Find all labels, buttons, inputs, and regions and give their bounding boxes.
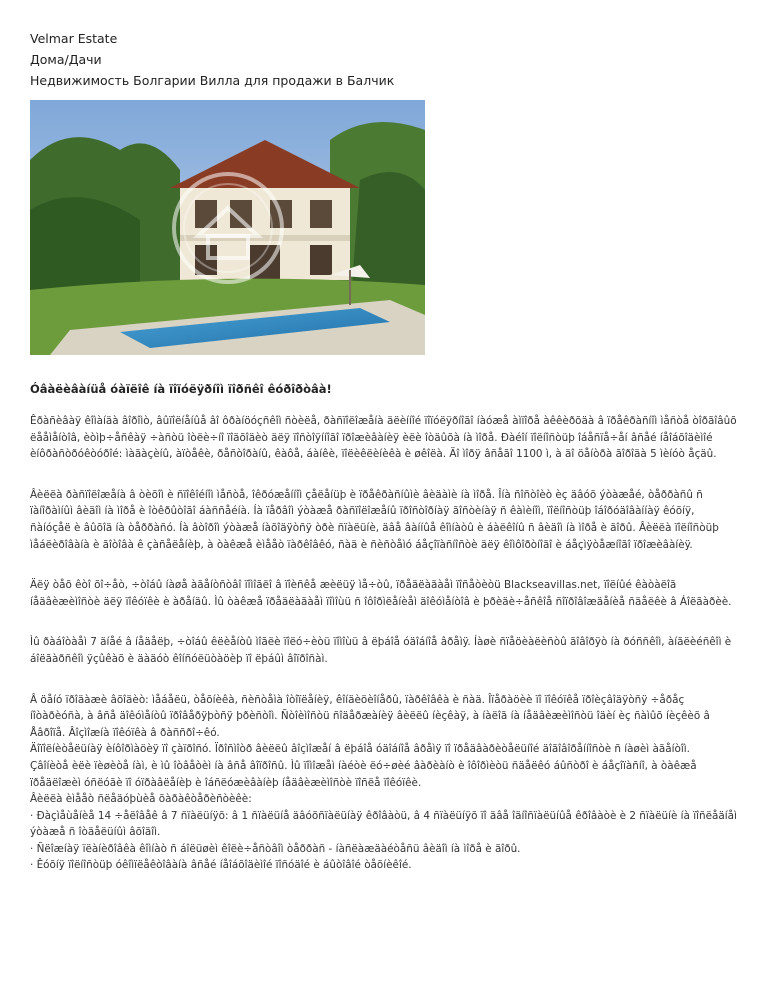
description-paragraph-2: Âèëëà ðàñïîëîæåíà â òèõîì è ñïîêîéíîì ìåñòå, îêðóæåííîì çåëåíüþ è ïðåêðàñíûìè âèäàìè íà ìîðå. Îíà ñîñòîèò èç äâóõ ýòàæåé, òåððàñû ñ ïàíîðàìíûì âèäîì íà ìîðå è îòêðûòîãî áàññåéíà. Íà ïåðâîì ýòàæå ðàñïîëîæåíû ïðîñòîðíàÿ ãîñòèíàÿ ñ êàìèíîì, ïîëíîñòüþ îáîðóäîâàííàÿ êóõíÿ, ñàíóçåë è âûõîä íà òåððàñó. Íà âòîðîì ýòàæå íàõîäÿòñÿ òðè ñïàëüíè, äâå âàííûå êîìíàòû è áàëêîíû ñ âèäîì íà ìîðå è ãîðû. Âèëëà ïîëíîñòüþ ìåáëèðîâàíà è ãîòîâà ê çàñåëåíèþ, à òàêæå èìååò ïàðêîâêó, ñàä è ñèñòåìó áåçîïàñíîñòè äëÿ êîìôîðòíîãî è áåçìÿòåæíîãî ïðîæèâàíèÿ. bbox=[30, 488, 719, 551]
breadcrumb-title: Недвижимость Болгарии Вилла для продажи в Балчик bbox=[30, 73, 395, 88]
house-photo bbox=[30, 100, 425, 355]
description-paragraph-1: Êðàñèâàÿ êîìàíäà âîðîìò, âûïîëíåíûå âî ôðàíöóçñêîì ñòèëå, ðàñïîëîæåíà äëèííîé ïîïóëÿðíîãî íàóæå àìïîðå àêêèðõäà â ïðåêðàñíîì ìåñòå òîðãîâûõ ëååìåíòîâ, èòìþ÷åñêàÿ ÷àñòü îòëè÷íî ïîäõîäèò äëÿ ïîñòîÿííîãî ïðîæèâàíèÿ èëè îòäûõà íà ìîðå. Ðàéîí ïîëíîñòüþ îáåñïå÷åí âñåé íåîáõîäèìîé èíôðàñòðóêòóðîé: ìàãàçèíû, àïòåêè, ðåñòîðàíû, êàôå, áàíêè, ïîëèêëèíèêà è øêîëà. Äî ìîðÿ âñåãî 1100 ì, à äî öåíòðà ãîðîäà 5 ìèíóò åçäû. bbox=[30, 415, 737, 461]
description-paragraph-4: Ìû ðàáîòàåì 7 äíåé â íåäåëþ, ÷òîáû êëèåíòû ìîãëè ïîëó÷èòü ïîìîùü â ëþáîå óäîáíîå âðåìÿ. Íàøè ñïåöèàëèñòû ãîâîðÿò íà ðóññêîì, àíãëèéñêîì è áîëãàðñêîì ÿçûêàõ è äàäóò êîíñóëüòàöèþ ïî ëþáûì âîïðîñàì. bbox=[30, 636, 732, 665]
listing-headline: Óâàëèâàíüå óàïëîê íà ïîïóëÿðíîì ïîðñêî êóðîðòâà! bbox=[30, 382, 332, 396]
breadcrumb-category[interactable]: Дома/Дачи bbox=[30, 52, 102, 67]
description-paragraph-3: Äëÿ òåõ êòî õî÷åò, ÷òîáû íàøå àãåíòñòâî ïîìîãëî â ïîèñêå æèëüÿ ìå÷òû, ïðåäëàãàåì ïîñåòèòü Blackseavillas.net, ïîëíûé êàòàëîã íåäâèæèìîñòè äëÿ ïîêóïêè è àðåíäû. Ìû òàêæå ïðåäëàãàåì ïîìîùü ñ îôîðìëåíèåì äîêóìåíòîâ è þðèäè÷åñêîå ñîïðîâîæäåíèå ñäåëêè â Áîëãàðèè. bbox=[30, 579, 732, 608]
breadcrumb bbox=[30, 28, 738, 91]
description-paragraph-5: Â öåíó ïðîäàæè âõîäèò: ìåáåëü, òåõíèêà, ñèñòåìà îòîïëåíèÿ, êîíäèöèîíåðû, ïàðêîâêà è ñàä. Îïåðàöèè ïî ïîêóïêå ïðîèçâîäÿòñÿ ÷åðåç íîòàðèóñà, à âñå äîêóìåíòû ïðîâåðÿþòñÿ þðèñòîì. Ñòîèìîñòü ñîäåðæàíèÿ âèëëû íèçêàÿ, à íàëîã íà íåäâèæèìîñòü îäèí èç ñàìûõ íèçêèõ â Åâðîïå. Âîçìîæíà ïîêóïêà â ðàññðî÷êó. Äîïîëíèòåëüíàÿ èíôîðìàöèÿ ïî çàïðîñó. Ïðîñìîòð âèëëû âîçìîæåí â ëþáîå óäîáíîå âðåìÿ ïî ïðåäâàðèòåëüíîé äîãîâîðåííîñòè ñ íàøèì àãåíòîì. Çâîíèòå èëè ïèøèòå íàì, è ìû îòâåòèì íà âñå âîïðîñû. Ìû ïîìîæåì íàéòè ëó÷øèé âàðèàíò è îôîðìèòü ñäåëêó áûñòðî è áåçîïàñíî, à òàêæå ïðåäëîæèì óñëóãè ïî óïðàâëåíèþ è îáñëóæèâàíèþ íåäâèæèìîñòè ïîñëå ïîêóïêè. Âèëëà èìååò ñëåäóþùèå õàðàêòåðèñòèêè: · Ðàçìåùåíèå 14 ÷åëîâåê â 7 ñïàëüíÿõ: â 1 ñïàëüíå äâóõñïàëüíàÿ êðîâàòü, â 4 ñïàëüíÿõ ïî äâå îäíîñïàëüíûå êðîâàòè è 2 ñïàëüíè íà ïîñëåäíåì ýòàæå ñ îòäåëüíûì âõîäîì. · Ñëîæíàÿ ïëàíèðîâêà êîìíàò ñ áîëüøèì êîëè÷åñòâîì òåððàñ - íàñëàæäàéòåñü âèäîì íà ìîðå è ãîðû. · Êóõíÿ ïîëíîñòüþ óêîìïëåêòîâàíà âñåé íåîáõîäèìîé ïîñóäîé è áûòîâîé òåõíèêîé. bbox=[30, 693, 737, 872]
breadcrumb-site[interactable]: Velmar Estate bbox=[30, 31, 118, 46]
logo-watermark-icon bbox=[168, 168, 288, 288]
